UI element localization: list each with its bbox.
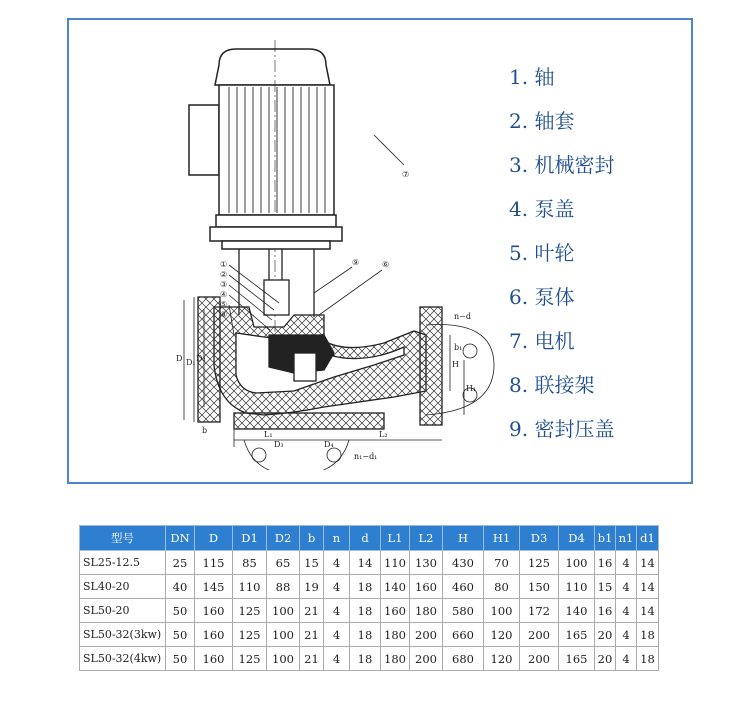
callout-6: ⑥ xyxy=(382,260,390,269)
dim-D1: D₁ xyxy=(186,358,196,367)
table-cell: 100 xyxy=(267,599,300,623)
callout-8: ⑧ xyxy=(220,310,228,319)
dim-D2: D₂ xyxy=(196,354,206,363)
col-header-d4: D4 xyxy=(559,526,595,551)
table-cell: 65 xyxy=(267,551,300,575)
table-cell: 140 xyxy=(559,599,595,623)
dim-b: b xyxy=(202,426,208,435)
legend-item-pump-cover: 4. 泵盖 xyxy=(509,197,575,221)
bracket xyxy=(239,249,314,317)
table-cell: 680 xyxy=(443,647,484,671)
table-cell: 14 xyxy=(637,599,659,623)
callout-7: ⑦ xyxy=(402,170,410,179)
dim-D3: D₃ xyxy=(274,440,284,449)
table-cell: 160 xyxy=(195,599,233,623)
table-cell: 165 xyxy=(559,647,595,671)
table-cell: 18 xyxy=(350,575,381,599)
table-cell: 145 xyxy=(195,575,233,599)
callout-3: ③ xyxy=(220,280,228,289)
table-cell: 4 xyxy=(616,575,637,599)
table-cell: 18 xyxy=(637,647,659,671)
table-cell: 4 xyxy=(324,575,350,599)
callout-9: ⑨ xyxy=(352,258,360,267)
table-cell: 160 xyxy=(381,599,410,623)
table-cell: 660 xyxy=(443,623,484,647)
table-cell: 115 xyxy=(195,551,233,575)
table-cell: 85 xyxy=(233,551,267,575)
legend-item-impeller: 5. 叶轮 xyxy=(509,241,575,265)
col-header-d3: D3 xyxy=(520,526,559,551)
dim-H1: H₁ xyxy=(466,384,477,393)
table-cell: 160 xyxy=(410,575,443,599)
table-cell: 100 xyxy=(267,623,300,647)
table-cell: 580 xyxy=(443,599,484,623)
table-cell: 172 xyxy=(520,599,559,623)
table-cell: 125 xyxy=(520,551,559,575)
table-cell: 120 xyxy=(484,647,520,671)
pump-casing xyxy=(198,297,442,429)
table-cell-model: SL40-20 xyxy=(80,575,166,599)
table-cell: 14 xyxy=(637,575,659,599)
table-cell: 50 xyxy=(166,599,195,623)
col-header-dn: DN xyxy=(166,526,195,551)
col-header-h: H xyxy=(443,526,484,551)
callout-1: ① xyxy=(220,260,228,269)
col-header-n: n xyxy=(324,526,350,551)
table-cell: 430 xyxy=(443,551,484,575)
table-cell: 110 xyxy=(559,575,595,599)
table-cell: 140 xyxy=(381,575,410,599)
table-cell: 4 xyxy=(324,623,350,647)
col-header-h1: H1 xyxy=(484,526,520,551)
table-cell: 165 xyxy=(559,623,595,647)
table-cell: 16 xyxy=(595,551,616,575)
table-cell: 16 xyxy=(595,599,616,623)
table-cell: 180 xyxy=(381,647,410,671)
table-cell: 14 xyxy=(350,551,381,575)
table-cell-model: SL50-32(3kw) xyxy=(80,623,166,647)
dim-L2: L₂ xyxy=(379,430,388,439)
col-header-model: 型号 xyxy=(80,526,166,551)
table-cell: 18 xyxy=(350,647,381,671)
table-cell: 200 xyxy=(520,623,559,647)
table-cell: 200 xyxy=(410,647,443,671)
table-cell: 4 xyxy=(616,623,637,647)
table-cell: 180 xyxy=(381,623,410,647)
pump-sectional-drawing xyxy=(174,35,514,470)
callout-5: ⑤ xyxy=(220,300,228,309)
dim-n-d: n−d xyxy=(454,312,471,321)
legend-item-shaft-sleeve: 2. 轴套 xyxy=(509,109,575,133)
callout-4: ④ xyxy=(220,290,228,299)
table-cell: 120 xyxy=(484,623,520,647)
table-row xyxy=(80,599,659,623)
table-body xyxy=(80,551,659,671)
spec-table xyxy=(79,525,659,671)
table-cell: 160 xyxy=(195,623,233,647)
table-cell: 125 xyxy=(233,623,267,647)
table-cell: 18 xyxy=(350,623,381,647)
table-cell: 50 xyxy=(166,647,195,671)
diagram-panel xyxy=(67,18,693,484)
table-cell: 15 xyxy=(595,575,616,599)
col-header-d: D xyxy=(195,526,233,551)
table-row xyxy=(80,623,659,647)
col-header-d2: D2 xyxy=(267,526,300,551)
table-row xyxy=(80,551,659,575)
table-cell: 21 xyxy=(300,623,324,647)
table-cell: 180 xyxy=(410,599,443,623)
table-cell: 125 xyxy=(233,647,267,671)
legend-item-shaft: 1. 轴 xyxy=(509,65,555,89)
col-header-d1: D1 xyxy=(233,526,267,551)
dim-b1: b₁ xyxy=(454,343,463,352)
col-header-b: b xyxy=(300,526,324,551)
table-cell: 21 xyxy=(300,599,324,623)
table-cell: 88 xyxy=(267,575,300,599)
table-cell: 20 xyxy=(595,647,616,671)
col-header-l2: L2 xyxy=(410,526,443,551)
legend-item-bracket: 8. 联接架 xyxy=(509,373,595,397)
dim-H: H xyxy=(452,360,459,369)
table-cell: 4 xyxy=(616,599,637,623)
table-cell: 21 xyxy=(300,647,324,671)
table-header-row xyxy=(80,526,659,551)
table-cell: 125 xyxy=(233,599,267,623)
dim-D4: D₄ xyxy=(324,440,334,449)
table-cell: 110 xyxy=(381,551,410,575)
table-cell: 4 xyxy=(324,599,350,623)
table-cell: 40 xyxy=(166,575,195,599)
table-cell: 18 xyxy=(350,599,381,623)
table-cell: 4 xyxy=(616,551,637,575)
col-header-l1: L1 xyxy=(381,526,410,551)
table-cell: 200 xyxy=(410,623,443,647)
table-cell-model: SL25-12.5 xyxy=(80,551,166,575)
table-cell-model: SL50-20 xyxy=(80,599,166,623)
legend-item-motor: 7. 电机 xyxy=(509,329,575,353)
col-header-b1: b1 xyxy=(595,526,616,551)
table-cell: 4 xyxy=(324,647,350,671)
dim-D: D xyxy=(176,354,183,363)
table-cell: 70 xyxy=(484,551,520,575)
dim-n1-d1: n₁−d₁ xyxy=(354,452,378,461)
table-cell: 150 xyxy=(520,575,559,599)
table-cell: 110 xyxy=(233,575,267,599)
legend-item-mechanical-seal: 3. 机械密封 xyxy=(509,153,615,177)
table-row xyxy=(80,647,659,671)
col-header-n1: n1 xyxy=(616,526,637,551)
legend-item-pump-body: 6. 泵体 xyxy=(509,285,575,309)
parts-legend xyxy=(509,62,614,458)
legend-item-seal-gland: 9. 密封压盖 xyxy=(509,417,615,441)
table-cell: 100 xyxy=(559,551,595,575)
table-cell: 100 xyxy=(484,599,520,623)
table-cell: 130 xyxy=(410,551,443,575)
table-row xyxy=(80,575,659,599)
table-cell: 50 xyxy=(166,623,195,647)
callout-2: ② xyxy=(220,270,228,279)
table-cell: 14 xyxy=(637,551,659,575)
col-header-d-small: d xyxy=(350,526,381,551)
table-cell: 80 xyxy=(484,575,520,599)
table-cell: 460 xyxy=(443,575,484,599)
table-cell: 100 xyxy=(267,647,300,671)
table-cell: 4 xyxy=(324,551,350,575)
table-cell: 4 xyxy=(616,647,637,671)
table-cell: 18 xyxy=(637,623,659,647)
table-cell: 19 xyxy=(300,575,324,599)
table-cell: 200 xyxy=(520,647,559,671)
table-cell: 15 xyxy=(300,551,324,575)
table-cell: 160 xyxy=(195,647,233,671)
table-cell-model: SL50-32(4kw) xyxy=(80,647,166,671)
col-header-d1-small: d1 xyxy=(637,526,659,551)
table-cell: 25 xyxy=(166,551,195,575)
dim-L1: L₁ xyxy=(264,430,273,439)
table-cell: 20 xyxy=(595,623,616,647)
